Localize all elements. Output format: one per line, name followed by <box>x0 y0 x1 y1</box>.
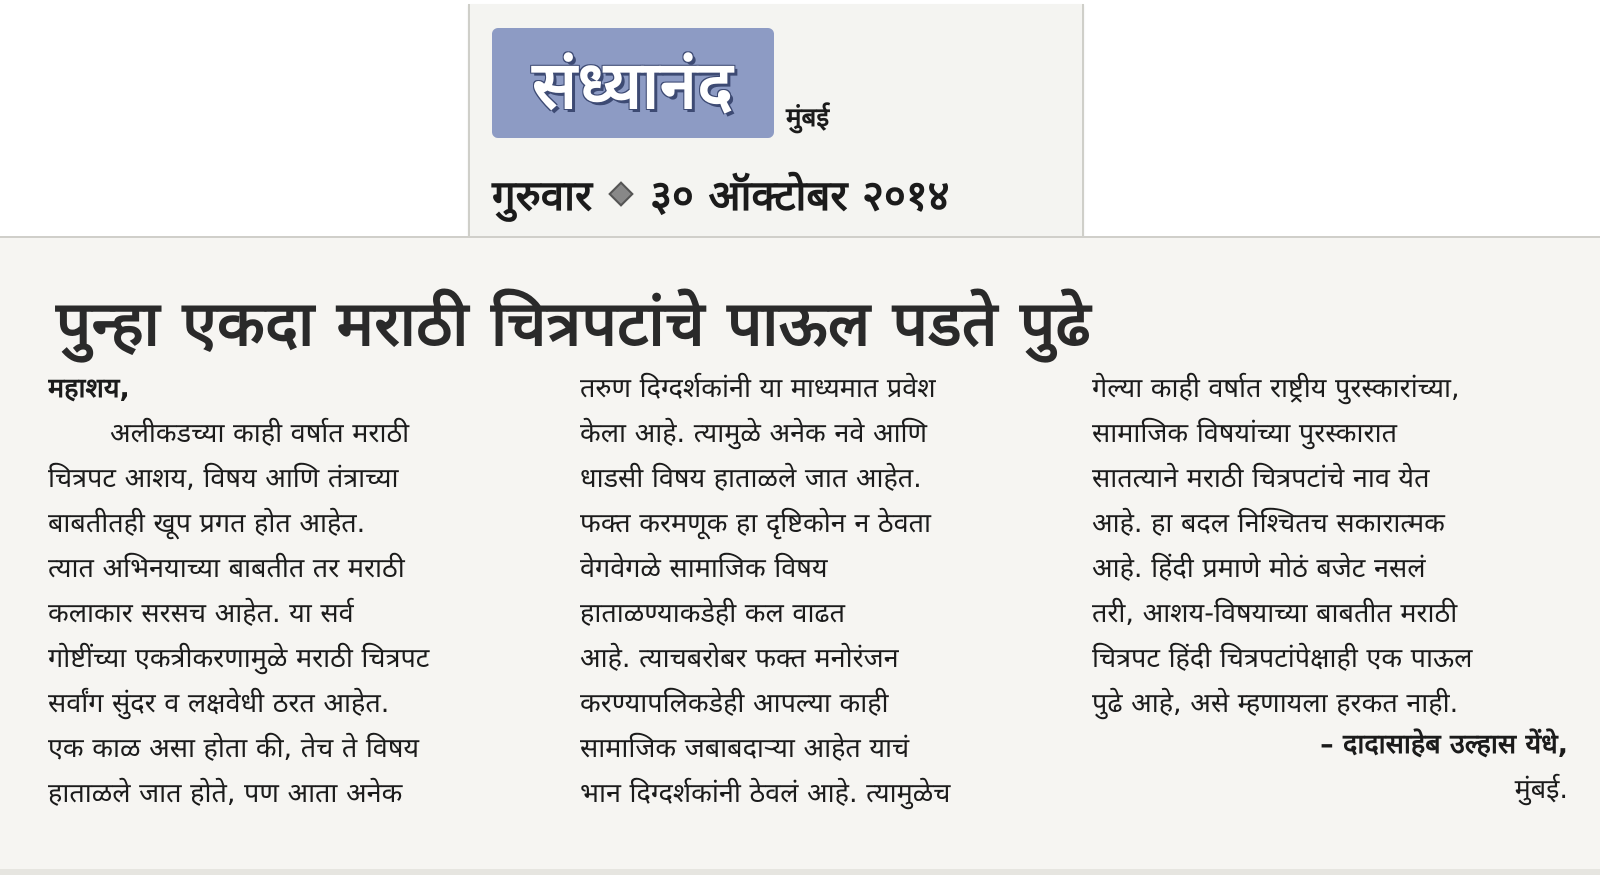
diamond-separator-icon <box>608 181 633 206</box>
article-line: कलाकार सरसच आहेत. या सर्व <box>48 598 354 629</box>
article-line: सातत्याने मराठी चित्रपटांचे नाव येत <box>1092 463 1430 494</box>
article-line: सामाजिक विषयांच्या पुरस्कारात <box>1092 418 1397 449</box>
article-line: अलीकडच्या काही वर्षात मराठी <box>110 418 410 449</box>
article-line: वेगवेगळे सामाजिक विषय <box>580 553 828 584</box>
article-line: गोष्टींच्या एकत्रीकरणामुळे मराठी चित्रपट <box>48 643 430 674</box>
newspaper-logo <box>492 28 774 138</box>
newspaper-logo-text: संध्यानंद <box>532 47 734 124</box>
signature-city: मुंबई. <box>1514 774 1568 805</box>
article-line: केला आहे. त्यामुळे अनेक नवे आणि <box>580 418 928 449</box>
article-line: हाताळले जात होते, पण आता अनेक <box>48 778 403 809</box>
article-line: आहे. हिंदी प्रमाणे मोठं बजेट नसलं <box>1092 553 1426 584</box>
dateline-day: गुरुवार <box>492 170 593 220</box>
article-line: करण्यापलिकडेही आपल्या काही <box>580 688 889 719</box>
article-column-1 <box>48 366 536 816</box>
article-line: गेल्या काही वर्षात राष्ट्रीय पुरस्कारांच्या, <box>1092 373 1460 404</box>
clipping-edge <box>0 869 1600 875</box>
article-line: चित्रपट आशय, विषय आणि तंत्राच्या <box>48 463 399 494</box>
article-line: बाबतीतही खूप प्रगत होत आहेत. <box>48 508 366 539</box>
article-column-2 <box>580 366 1068 816</box>
dateline-date: ३० ऑक्टोबर २०१४ <box>650 170 950 220</box>
edition-city: मुंबई <box>786 103 830 133</box>
article-clipping <box>0 236 1600 875</box>
article-line: फक्त करमणूक हा दृष्टिकोन न ठेवता <box>580 508 931 539</box>
article-greeting: महाशय, <box>48 373 130 404</box>
letter-signature <box>1170 722 1568 812</box>
article-line: आहे. त्याचबरोबर फक्त मनोरंजन <box>580 643 899 674</box>
article-line: एक काळ असा होता की, तेच ते विषय <box>48 733 420 764</box>
article-line: भान दिग्दर्शकांनी ठेवलं आहे. त्यामुळेच <box>580 778 951 809</box>
article-line: तरी, आशय-विषयाच्या बाबतीत मराठी <box>1092 598 1458 629</box>
dateline <box>492 164 1072 224</box>
article-line: तरुण दिग्दर्शकांनी या माध्यमात प्रवेश <box>580 373 936 404</box>
article-line: हाताळण्याकडेही कल वाढत <box>580 598 846 629</box>
article-line: आहे. हा बदल निश्चितच सकारात्मक <box>1092 508 1445 539</box>
newspaper-masthead <box>468 4 1084 248</box>
article-column-3 <box>1092 366 1568 726</box>
article-line: सामाजिक जबाबदाऱ्या आहेत याचं <box>580 733 910 764</box>
signature-name: – दादासाहेब उल्हास येंधे, <box>1320 729 1568 760</box>
article-line: पुढे आहे, असे म्हणायला हरकत नाही. <box>1092 688 1459 719</box>
article-line: धाडसी विषय हाताळले जात आहेत. <box>580 463 922 494</box>
article-line: चित्रपट हिंदी चित्रपटांपेक्षाही एक पाऊल <box>1092 643 1473 674</box>
article-line: त्यात अभिनयाच्या बाबतीत तर मराठी <box>48 553 405 584</box>
article-headline: पुन्हा एकदा मराठी चित्रपटांचे पाऊल पडते पुढे <box>56 287 1092 360</box>
article-line: सर्वांग सुंदर व लक्षवेधी ठरत आहेत. <box>48 688 390 719</box>
